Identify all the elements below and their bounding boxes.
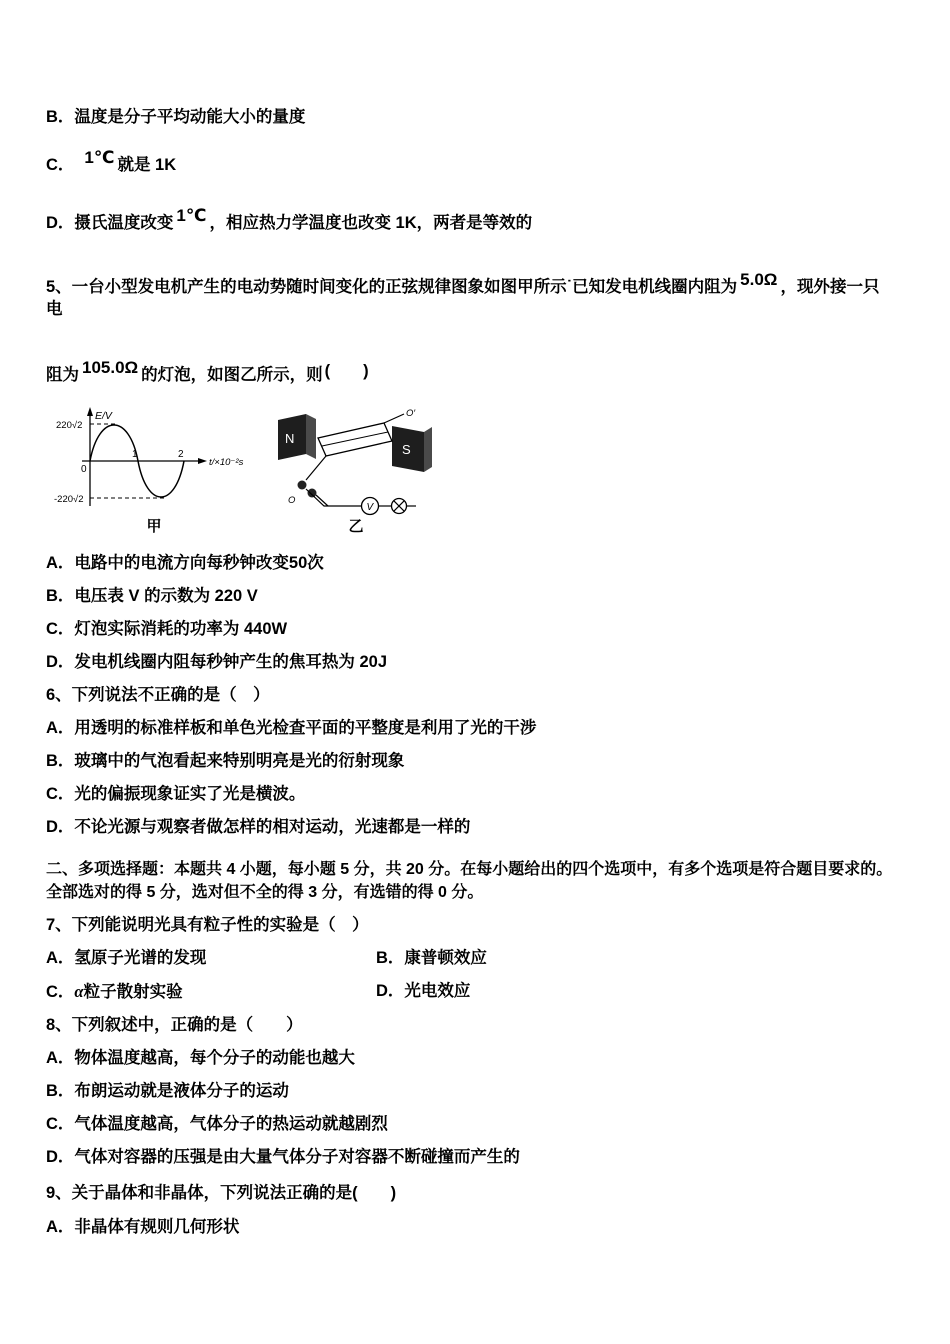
q6-option-c: C．光的偏振现象证实了光是横波。 [46, 785, 306, 803]
magnet-s-side [424, 427, 432, 472]
q4-option-d-prefix: D．摄氏温度改变 [46, 214, 174, 232]
q6-option-a: A．用透明的标准样板和单色光检查平面的平整度是利用了光的干涉 [46, 719, 537, 737]
section2-line2: 全部选对的得 5 分，选对但不全的得 3 分，有选错的得 0 分。 [46, 884, 484, 901]
shaft-lower [306, 456, 326, 480]
x-tick-2: 2 [178, 449, 184, 460]
graph-caption: 甲 [146, 518, 162, 535]
x-axis-label: t/×10⁻²s [209, 457, 244, 468]
q4-option-c-rest: 就是 1K [117, 156, 177, 174]
q4-option-c-superscript: 1℃ [84, 148, 115, 167]
q7-option-b: B．康普顿效应 [376, 949, 487, 967]
q5-figure [54, 406, 895, 536]
q7-option-c-prefix: C． [46, 983, 75, 1001]
q4-option-d [46, 206, 895, 234]
voltmeter-label: V [366, 502, 374, 513]
q4-option-d-superscript: 1℃ [176, 206, 207, 225]
section2-line1: 二、多项选择题：本题共 4 小题，每小题 5 分，共 20 分。在每小题给出的四个选项中，有多个选项是符合题目要求的。 [46, 861, 893, 878]
x-tick-1: 1 [132, 449, 138, 460]
emf-graph [54, 406, 254, 518]
slip-ring-2 [308, 489, 317, 498]
q8-option-b: B．布朗运动就是液体分子的运动 [46, 1082, 289, 1100]
q5-stem-line1 [46, 270, 895, 320]
q5-option-b: B．电压表 V 的示数为 220 V [46, 587, 258, 605]
shaft-upper [384, 414, 404, 423]
q8-option-d: D．气体对容器的压强是由大量气体分子对容器不断碰撞而产生的 [46, 1148, 520, 1166]
q5-stem-text4: 的灯泡，如图乙所示，则 [141, 366, 323, 384]
x-axis-arrow-icon [198, 458, 207, 464]
q4-option-d-rest: ，相应热力学温度也改变 1K，两者是等效的 [209, 214, 533, 232]
q6-option-d: D．不论光源与观察者做怎样的相对运动，光速都是一样的 [46, 818, 471, 836]
magnet-n-side [306, 414, 316, 459]
q9-option-a: A．非晶体有规则几何形状 [46, 1218, 240, 1236]
q7-option-a: A．氢原子光谱的发现 [46, 949, 207, 967]
o-label: O [288, 495, 296, 506]
q5-option-c: C．灯泡实际消耗的功率为 440W [46, 620, 288, 638]
pole-s-label: S [402, 442, 411, 457]
slip-ring-1 [298, 481, 307, 490]
pole-n-label: N [285, 431, 295, 446]
y-axis-arrow-icon [87, 407, 93, 416]
y-max-label: 220√2 [56, 420, 83, 431]
section2-instructions [46, 858, 895, 904]
generator-panel [272, 406, 440, 536]
y-min-label: -220√2 [54, 494, 84, 505]
circuit-caption: 乙 [348, 518, 364, 535]
q7-option-d: D．光电效应 [376, 982, 471, 1000]
origin-label: 0 [81, 464, 87, 475]
q6-option-b: B．玻璃中的气泡看起来特别明亮是光的衍射现象 [46, 752, 405, 770]
q5-option-d: D．发电机线圈内阻每秒钟产生的焦耳热为 20J [46, 653, 388, 671]
q5-answer-paren: ( ) [324, 362, 369, 380]
q7-options-row2 [46, 981, 895, 1003]
emf-graph-panel [54, 406, 254, 536]
o-prime-label: O′ [406, 408, 416, 419]
q7-options-row1 [46, 948, 895, 969]
q5-stem-text1: 5、一台小型发电机产生的电动势随时间变化的正弦规律图象如图甲所示˙已知发电机线圈内阻为 [46, 278, 738, 296]
q5-resistance-lamp: 105.0Ω [82, 358, 139, 377]
lamp-icon [392, 499, 407, 514]
generator-diagram [272, 406, 440, 518]
q9-stem: 9、关于晶体和非晶体，下列说法正确的是( ) [46, 1184, 397, 1202]
q5-resistance-internal: 5.0Ω [740, 270, 778, 289]
q7-option-c-rest: 粒子散射实验 [83, 983, 183, 1001]
q4-option-c [46, 148, 895, 176]
q7-option-c [46, 981, 376, 1003]
alpha-symbol: α [74, 982, 84, 1001]
q4-option-c-prefix: C． [46, 156, 75, 174]
y-axis-label: E/V [95, 410, 112, 422]
q5-stem-text2: ，现外接一只电 [46, 278, 880, 318]
q8-option-a: A．物体温度越高，每个分子的动能也越大 [46, 1049, 355, 1067]
q6-stem: 6、下列说法不正确的是（ ） [46, 686, 270, 704]
q5-stem-line2 [46, 358, 895, 386]
q8-stem: 8、下列叙述中，正确的是（ ） [46, 1016, 303, 1034]
q7-stem: 7、下列能说明光具有粒子性的实验是（ ） [46, 916, 369, 934]
q5-option-a: A．电路中的电流方向每秒钟改变50次 [46, 554, 324, 572]
q8-option-c: C．气体温度越高，气体分子的热运动就越剧烈 [46, 1115, 388, 1133]
q5-stem-text3: 阻为 [46, 366, 79, 384]
q4-option-b: B．温度是分子平均动能大小的量度 [46, 108, 306, 126]
